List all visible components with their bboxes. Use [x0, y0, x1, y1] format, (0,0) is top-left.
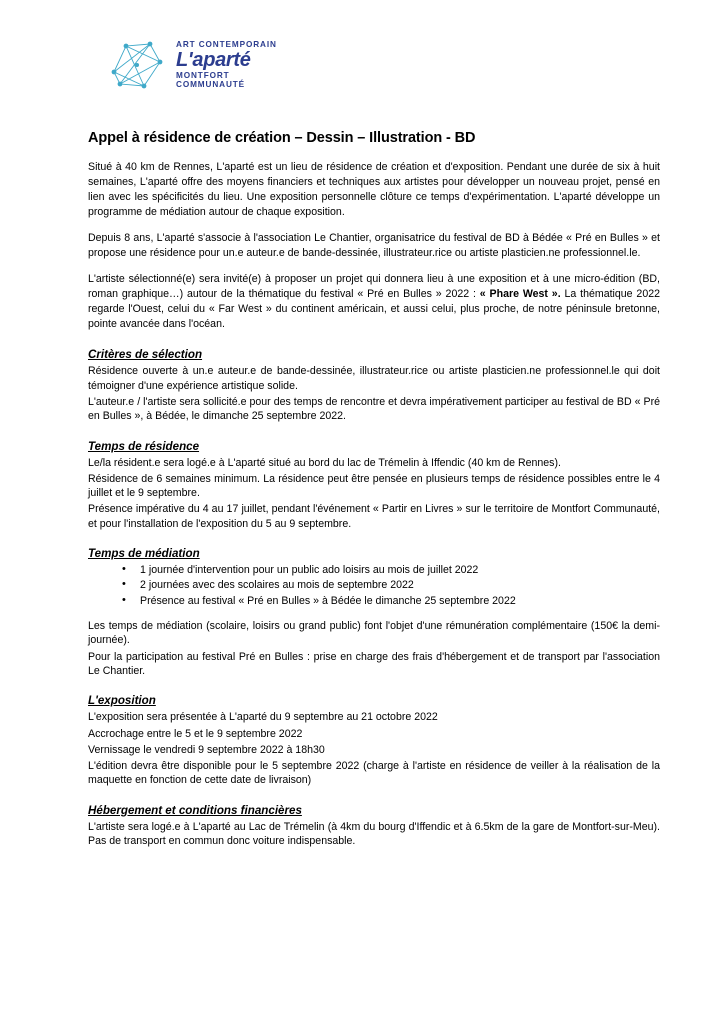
hebergement-line-1: L'artiste sera logé.e à L'aparté au Lac de Trémelin (à 4km du bourg d'Iffendic et à 6.5km de la gare de Montfort-sur-Meu). Pas de transport en commun donc voiture indispensable. [88, 820, 660, 848]
intro-paragraph-1: Situé à 40 km de Rennes, L'aparté est un lieu de résidence de création et d'exposition. Pendant une durée de six à huit semaines, L'aparté offre des moyens financiers et techniques aux artistes pour développer un nouveau projet, pensé en lien avec les spécificités du lieu. Une exposition personnelle clôture ce temps d'expérimentation. L'aparté développe un programme de médiation autour de chaque exposition. [88, 161, 660, 219]
exposition-line-4: L'édition devra être disponible pour le 5 septembre 2022 (charge à l'artiste en résidence de veiller à la réalisation de la maquette en fonction de cette date de livraison) [88, 760, 660, 787]
exposition-line-1: L'exposition sera présentée à L'aparté du 9 septembre au 21 octobre 2022 [88, 711, 438, 724]
logo-line-montfort: MONTFORT [176, 70, 230, 80]
aparte-network-logo-icon [106, 36, 168, 94]
section-heading-hebergement: Hébergement et conditions financières [88, 803, 302, 817]
mediation-list [88, 563, 660, 609]
exposition-line-3: Vernissage le vendredi 9 septembre 2022 à 18h30 [88, 743, 325, 756]
section-heading-criteres: Critères de sélection [88, 348, 203, 362]
logo-line-art-contemporain: ART CONTEMPORAIN [176, 39, 277, 49]
residence-line-3: Présence impérative du 4 au 17 juillet, pendant l'événement « Partir en Livres » sur le territoire de Montfort Communauté, et pour l'installation de l'exposition du 5 au 9 septembre. [88, 503, 660, 530]
intro-prefix: L'artiste sélectionné(e) sera invité(e) à proposer un projet qui donnera lieu à une exposition et à une micro-édition (BD, roman graphique…) autour de la thématique du festival « Pré en Bulles » 2022 : [88, 273, 660, 301]
logo-wordmark [176, 41, 277, 90]
list-item: • 1 journée d'intervention pour un public ado loisirs au mois de juillet 2022 [122, 563, 660, 578]
criteres-line-1: Résidence ouverte à un.e auteur.e de bande-dessinée, illustrateur.rice ou artiste plasticien.ne professionnel.le qui doit témoigner d'une expérience artistique solide. [88, 365, 660, 392]
intro-paragraph-2: Depuis 8 ans, L'aparté s'associe à l'association Le Chantier, organisatrice du festival de BD à Bédée « Pré en Bulles » et propose une résidence pour un.e auteur.e de bande-dessinée, illustrateur.rice ou artiste plasticien.ne professionnel.le. [88, 232, 660, 260]
page-title: Appel à résidence de création – Dessin – Illustration - BD [88, 130, 476, 146]
exposition-line-2: Accrochage entre le 5 et le 9 septembre 2022 [88, 727, 303, 740]
residence-line-2: Résidence de 6 semaines minimum. La résidence peut être pensée en plusieurs temps de résidence possibles entre le 4 juillet et le 9 septembre. [88, 472, 660, 500]
list-item: • 2 journées avec des scolaires au mois de septembre 2022 [122, 578, 660, 593]
logo-line-aparte: L'aparté [176, 48, 251, 71]
section-heading-temps-mediation: Temps de médiation [88, 546, 200, 560]
criteres-line-2: L'auteur.e / l'artiste sera sollicité.e pour des temps de rencontre et devra impérativement participer au festival de BD « Pré en Bulles », à Bédée, le dimanche 25 septembre 2022. [88, 395, 660, 423]
intro-paragraph-3 [88, 272, 660, 332]
list-item: • Présence au festival « Pré en Bulles » à Bédée le dimanche 25 septembre 2022 [122, 594, 660, 609]
theme-highlight: « Phare West ». [479, 288, 561, 301]
mediation-after-1: Les temps de médiation (scolaire, loisirs ou grand public) font l'objet d'une rémunération complémentaire (150€ la demi-journée). [88, 620, 660, 647]
logo-line-communaute: COMMUNAUTÉ [176, 80, 246, 90]
residence-line-1: Le/la résident.e sera logé.e à L'aparté situé au bord du lac de Trémelin à Iffendic (40 km de Rennes). [88, 456, 561, 469]
section-heading-exposition: L'exposition [88, 694, 156, 708]
logo [106, 34, 660, 96]
mediation-after-2: Pour la participation au festival Pré en Bulles : prise en charge des frais d'hébergement et de transport par l'association Le Chantier. [88, 650, 660, 677]
section-heading-temps-residence: Temps de résidence [88, 439, 200, 453]
intro-suffix: La thématique 2022 regarde l'Ouest, celui du « Far West » du continent américain, et aussi celui, plus proche, de notre péninsule bretonne, pointe avancée dans l'océan. [88, 288, 660, 331]
